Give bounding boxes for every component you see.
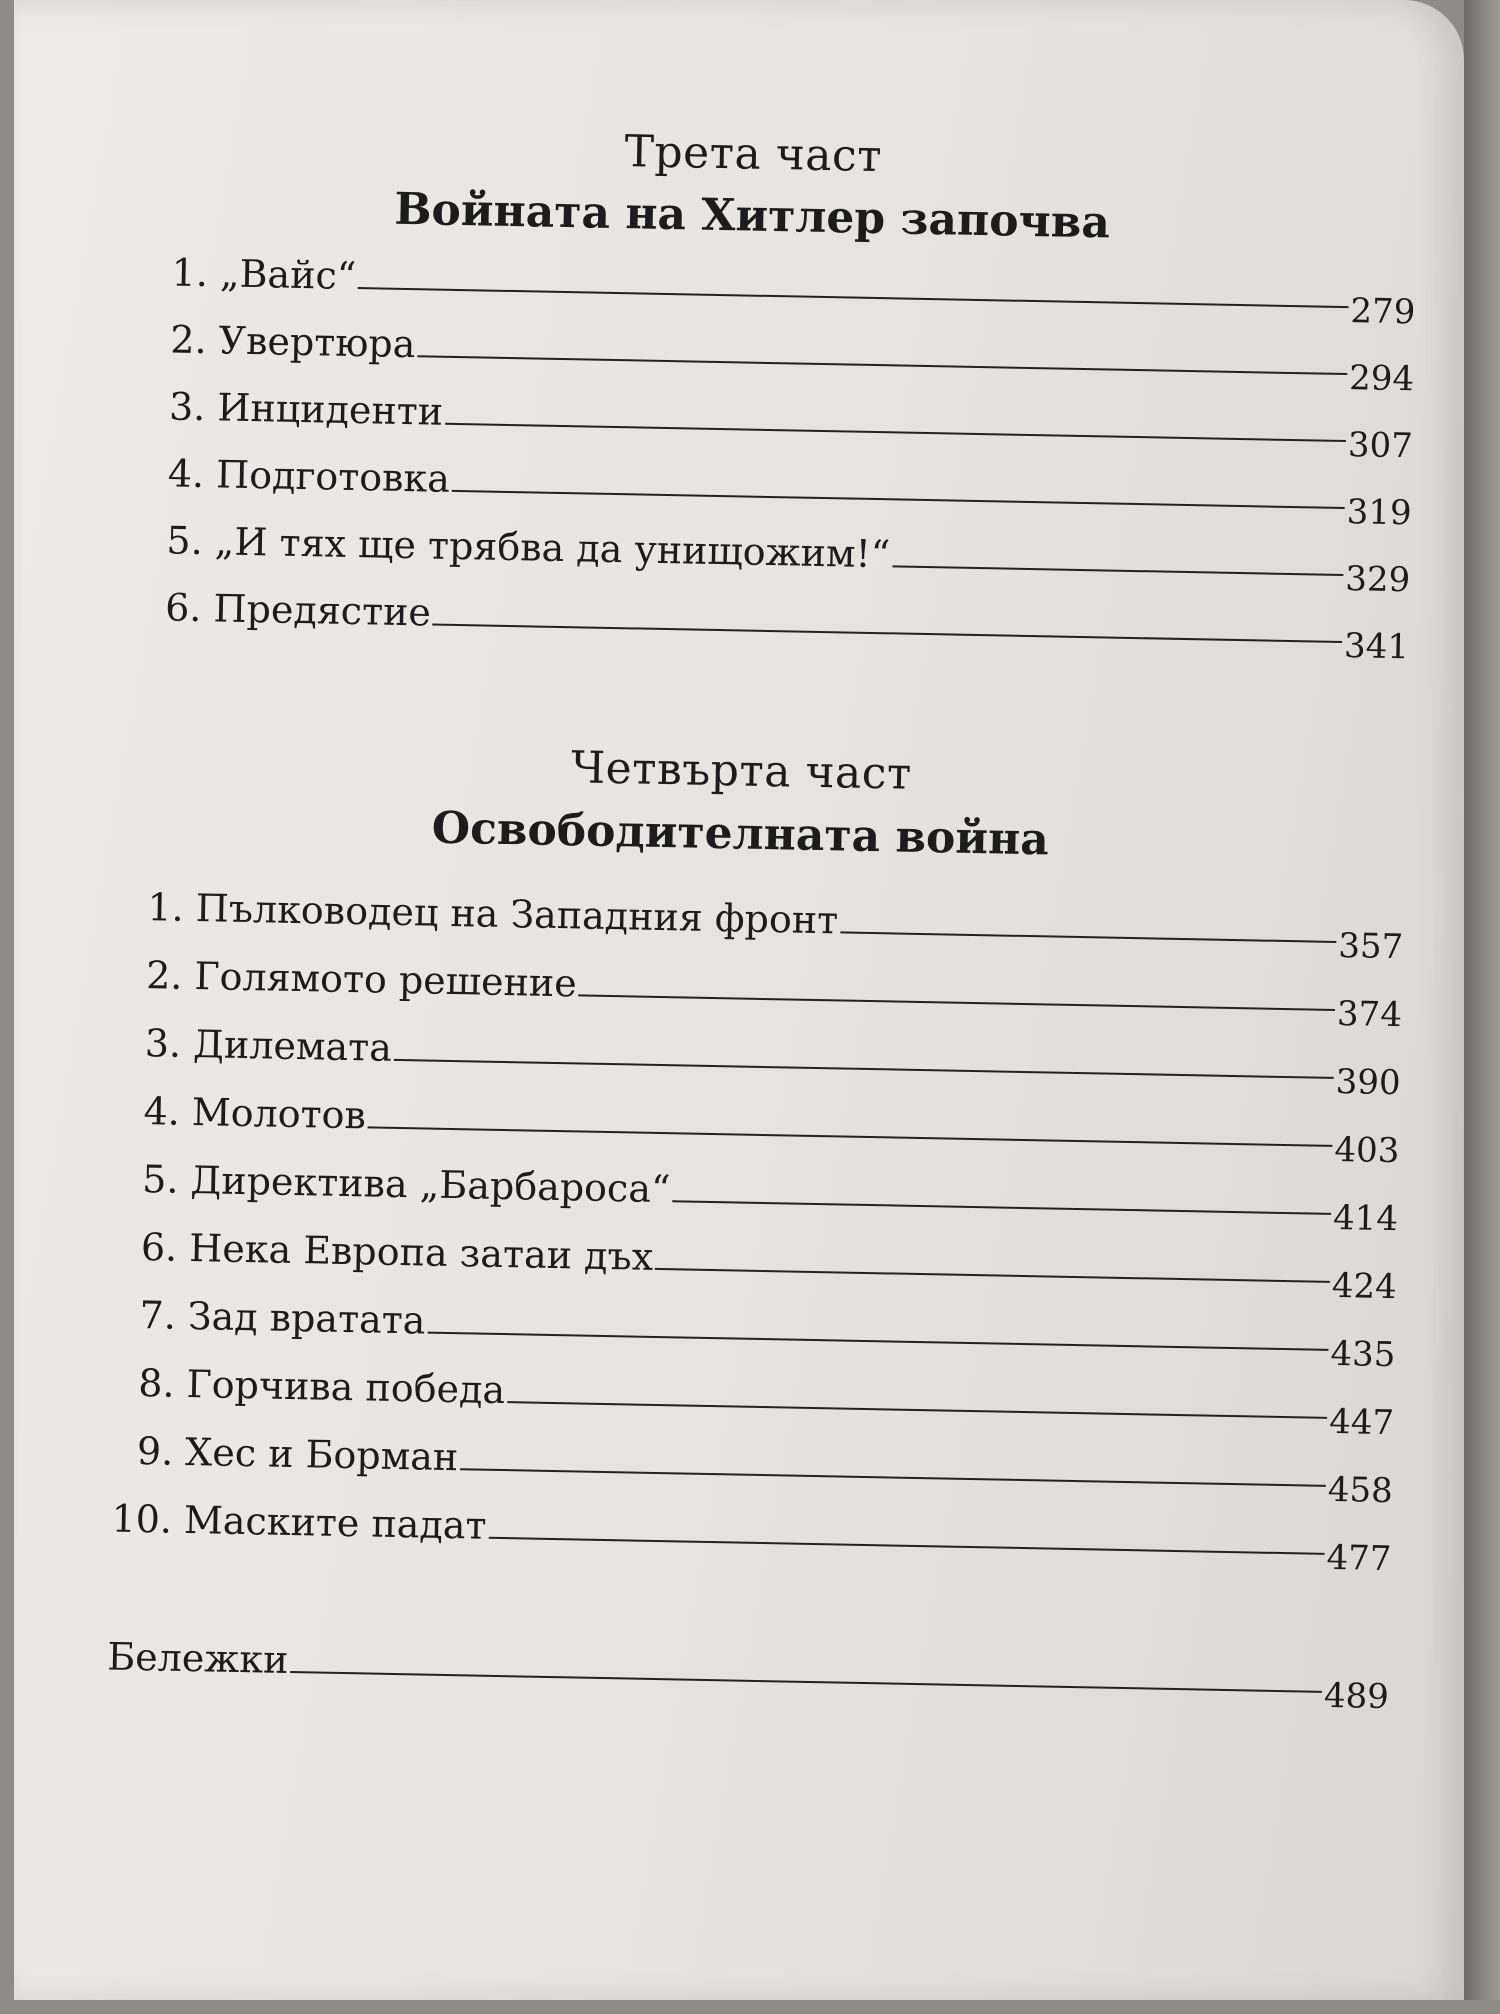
entry-number: 1.: [147, 885, 185, 930]
entry-number: 1.: [171, 250, 209, 296]
entry-title: Молотов: [191, 1090, 367, 1138]
entry-number: 10.: [111, 1496, 173, 1542]
leader-line: [452, 490, 1345, 509]
entry-number: 2.: [145, 953, 183, 998]
entry-page: 458: [1327, 1469, 1394, 1512]
leader-line: [892, 565, 1344, 576]
entry-title: Подготовка: [215, 452, 451, 501]
leader-line: [672, 1200, 1331, 1215]
entry-number: 9.: [136, 1429, 174, 1474]
entry-title: Бележки: [106, 1634, 289, 1682]
entry-title: Голямото решение: [194, 954, 578, 1006]
leader-line: [507, 1401, 1327, 1419]
entry-page: 489: [1323, 1675, 1390, 1718]
entry-page: 403: [1334, 1129, 1400, 1172]
entry-number: 4.: [167, 451, 205, 497]
entry-page: 414: [1332, 1197, 1399, 1240]
leader-line: [290, 1671, 1322, 1693]
entry-page: 307: [1347, 425, 1414, 467]
part-three-heading: Трета част: [624, 126, 883, 183]
entry-page: 294: [1348, 358, 1415, 400]
entry-number: 4.: [143, 1089, 181, 1134]
entry-title: Дилемата: [192, 1022, 393, 1070]
toc-entry-notes: [106, 1619, 1390, 1718]
entry-title: „Вайс“: [219, 251, 357, 299]
entry-title: Зад вратата: [187, 1293, 426, 1343]
entry-title: Пълководец на Западния фронт: [195, 886, 839, 943]
entry-title: Увертюра: [218, 318, 416, 367]
entry-page: 424: [1331, 1265, 1398, 1308]
part-four-heading: Четвърта част: [570, 742, 913, 800]
entry-number: 5.: [166, 518, 204, 564]
entry-page: 341: [1343, 626, 1410, 668]
leader-line: [445, 423, 1346, 442]
part-four-title: Освободителната война: [431, 802, 1050, 866]
entry-page: 477: [1326, 1537, 1392, 1580]
entry-page: 357: [1337, 925, 1404, 968]
entry-page: 279: [1350, 291, 1416, 333]
entry-title: Хес и Борман: [184, 1429, 459, 1480]
adjacent-page-edge: [1464, 0, 1500, 2000]
leader-line: [488, 1537, 1324, 1555]
entry-page: 329: [1344, 559, 1411, 601]
entry-number: 2.: [169, 317, 208, 363]
entry-number: 6.: [140, 1225, 178, 1270]
entry-page: 374: [1336, 993, 1403, 1036]
entry-page: 319: [1346, 492, 1412, 534]
leader-line: [460, 1468, 1326, 1487]
entry-title: Предястие: [213, 586, 432, 635]
leader-line: [358, 287, 1349, 308]
entry-title: Нека Европа затаи дъх: [188, 1225, 654, 1279]
leader-line: [394, 1059, 1334, 1079]
leader-line: [840, 931, 1337, 943]
entry-number: 8.: [137, 1361, 176, 1406]
entry-number: 6.: [164, 585, 202, 631]
entry-title: Маските падат: [183, 1497, 487, 1548]
leader-line: [433, 624, 1343, 643]
entry-title: „И тях ще трябва да унищожим!“: [214, 519, 891, 577]
entry-number: 5.: [141, 1157, 179, 1202]
leader-line: [417, 355, 1347, 375]
entry-title: Директива „Барбароса“: [190, 1158, 671, 1212]
leader-line: [427, 1332, 1328, 1351]
part-three-title: Войната на Хитлер започва: [393, 183, 1111, 249]
entry-page: 447: [1328, 1401, 1395, 1444]
entry-title: Горчива победа: [186, 1361, 506, 1413]
leader-line: [578, 994, 1335, 1011]
entry-page: 390: [1335, 1061, 1401, 1104]
entry-title: Инциденти: [216, 385, 444, 434]
entry-number: 3.: [144, 1021, 182, 1066]
entry-number: 3.: [168, 384, 206, 430]
entry-number: 7.: [139, 1293, 177, 1338]
book-page: [14, 0, 1464, 2000]
leader-line: [655, 1268, 1330, 1283]
leader-line: [368, 1126, 1333, 1147]
entry-page: 435: [1330, 1333, 1396, 1376]
